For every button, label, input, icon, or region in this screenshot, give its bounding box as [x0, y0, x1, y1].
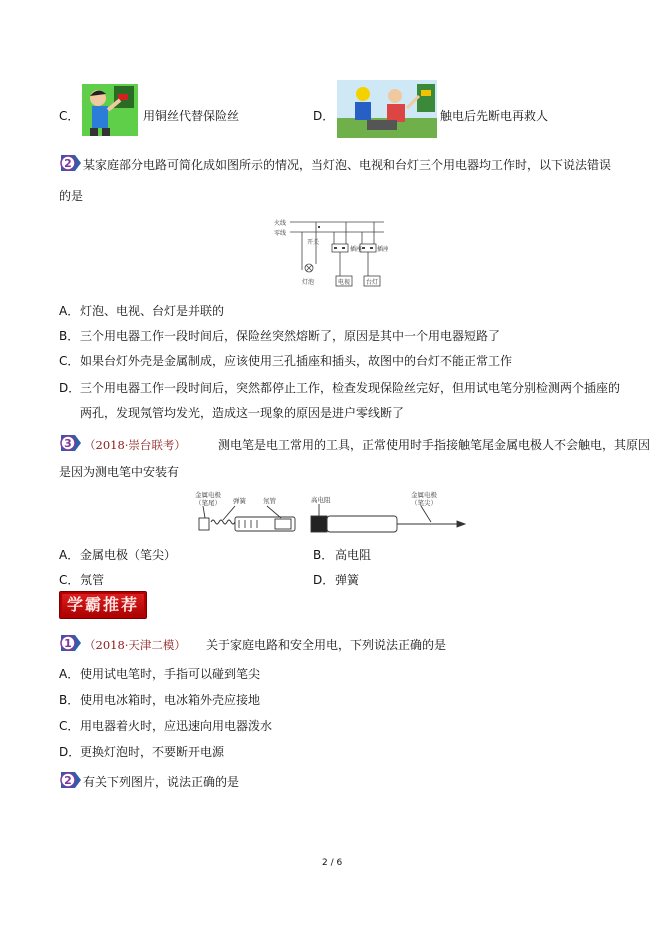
- option-letter: A．: [59, 667, 80, 681]
- live-wire-label: 火线: [274, 220, 287, 227]
- option-text: 如果台灯外壳是金属制成，应该使用三孔插座和插头，故图中的台灯不能正常工作: [80, 354, 513, 368]
- question-number: 3: [64, 437, 72, 450]
- option-d-letter: D．: [313, 109, 335, 123]
- option-letter: D．: [59, 745, 81, 759]
- question-source: （2018·天津二模）: [84, 638, 186, 652]
- question-stem: 关于家庭电路和安全用电，下列说法正确的是: [206, 638, 447, 652]
- question-number: 2: [64, 774, 72, 787]
- question-number: 2: [64, 157, 72, 170]
- option-c-letter: C．: [59, 109, 80, 123]
- tv-label: 电视: [338, 279, 351, 286]
- tip-electrode-sub-label: （笔尖）: [411, 499, 437, 507]
- neon-label: 氖管: [263, 497, 276, 505]
- option-text: 氖管: [80, 573, 105, 587]
- option-text: 高电阻: [335, 548, 372, 562]
- option-letter: A．: [59, 548, 80, 562]
- option-d-text: 触电后先断电再救人: [440, 109, 549, 123]
- option-letter: D．: [59, 381, 81, 395]
- rescue-after-power-off-illustration: [337, 80, 437, 138]
- tail-electrode-sub-label: （笔尾）: [195, 499, 221, 507]
- option-letter: B．: [59, 693, 80, 707]
- lamp-label: 台灯: [366, 279, 379, 286]
- option-text-cont: 两孔，发现氖管均发光，造成这一现象的原因是进户零线断了: [80, 406, 405, 420]
- option-text: 弹簧: [335, 573, 360, 587]
- question-number-badge: [59, 770, 83, 790]
- option-text: 使用电冰箱时，电冰箱外壳应接地: [80, 693, 261, 707]
- option-c-text: 用铜丝代替保险丝: [143, 109, 240, 123]
- socket2-label: 插座: [377, 246, 388, 253]
- option-letter: B．: [59, 329, 80, 343]
- question-stem: 某家庭部分电路可简化成如图所示的情况，当灯泡、电视和台灯三个用电器均工作时，以下说法错误: [83, 158, 612, 172]
- spring-label: 弹簧: [233, 497, 246, 505]
- option-text: 三个用电器工作一段时间后，保险丝突然熔断了，原因是其中一个用电器短路了: [80, 329, 501, 343]
- question-stem: 测电笔是电工常用的工具，正常使用时手指接触笔尾金属电极人不会触电，其原因: [218, 438, 651, 452]
- recommendation-banner: 学霸推荐: [59, 591, 147, 619]
- option-letter: C．: [59, 573, 80, 587]
- question-number-badge: [59, 433, 83, 453]
- tip-electrode-label: 金属电极: [411, 491, 437, 499]
- page-number: 2 / 6: [322, 858, 343, 868]
- question-number-badge: [59, 153, 83, 173]
- option-text: 更换灯泡时，不要断开电源: [80, 745, 225, 759]
- option-letter: D．: [313, 573, 335, 587]
- household-circuit-diagram: [272, 214, 388, 294]
- option-letter: A．: [59, 304, 80, 318]
- option-letter: C．: [59, 719, 80, 733]
- question-stem-cont: 的是: [59, 189, 84, 203]
- option-text: 用电器着火时，应迅速向用电器泼水: [80, 719, 273, 733]
- option-text: 三个用电器工作一段时间后，突然都停止工作，检查发现保险丝完好，但用试电笔分别检测两个插座的: [80, 381, 621, 395]
- option-text: 金属电极（笔尖）: [80, 548, 177, 562]
- resistor-label: 高电阻: [311, 496, 331, 504]
- question-number-badge: [59, 633, 83, 653]
- test-pen-diagram: [195, 490, 467, 540]
- socket1-label: 插座: [350, 246, 363, 253]
- neutral-wire-label: 零线: [274, 230, 287, 237]
- option-letter: B．: [313, 548, 334, 562]
- question-number: 1: [64, 637, 72, 650]
- question-stem-cont: 是因为测电笔中安装有: [59, 465, 180, 479]
- switch-label: 开关: [307, 239, 320, 246]
- option-text: 使用试电笔时，手指可以碰到笔尖: [80, 667, 261, 681]
- bulb-label: 灯泡: [302, 279, 315, 286]
- tail-electrode-label: 金属电极: [195, 491, 221, 499]
- question-source: （2018·崇台联考）: [84, 438, 186, 452]
- question-stem: 有关下列图片，说法正确的是: [83, 775, 240, 789]
- option-text: 灯泡、电视、台灯是并联的: [80, 304, 225, 318]
- option-letter: C．: [59, 354, 80, 368]
- copper-wire-fuse-illustration: [80, 82, 140, 138]
